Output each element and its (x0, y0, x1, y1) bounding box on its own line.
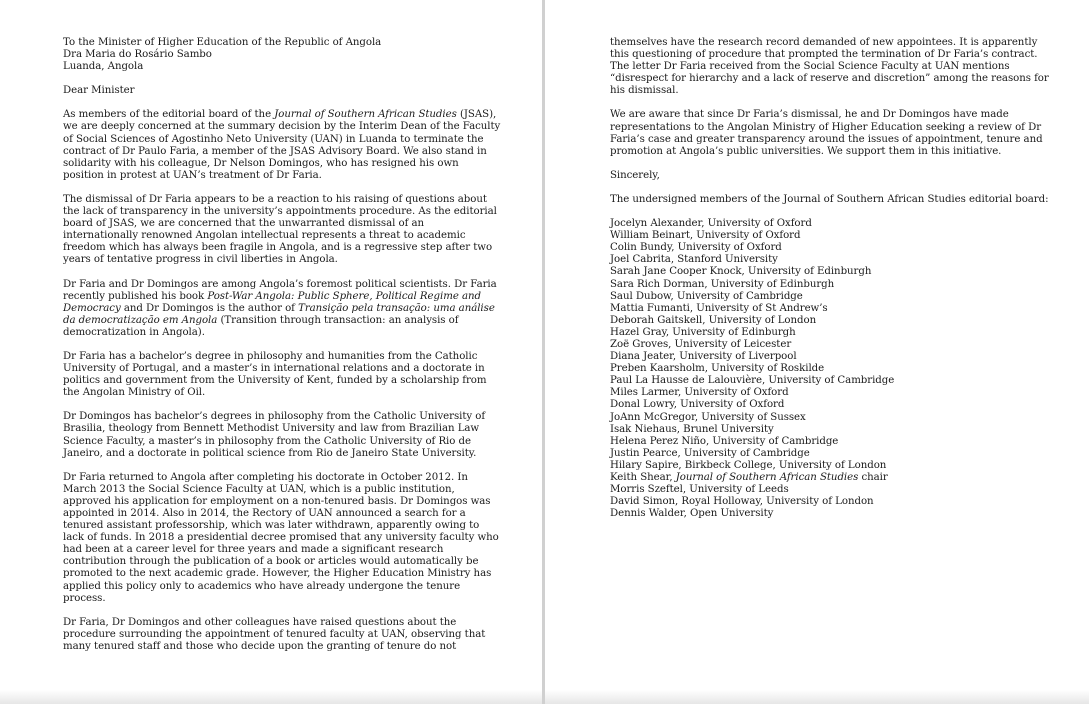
signatory: Donal Lowry, University of Oxford (610, 399, 785, 411)
signatory: JoAnn McGregor, University of Sussex (610, 411, 806, 423)
signatory: Sara Rich Dorman, University of Edinburgh (610, 278, 835, 290)
address-line: Dra Maria do Rosário Sambo (63, 49, 212, 61)
address-line: Luanda, Angola (63, 61, 144, 73)
signatory: Justin Pearce, University of Cambridge (610, 447, 810, 459)
paragraph-8: We are aware that since Dr Faria’s dismissal, he and Dr Domingos have made representations to the Angolan Ministry of Higher Education seeking a review of Dr Faria’s case and greater transparency around the issues of appointment, tenure and promotion at Angola’s public universities. We support them in this initiative. (610, 109, 1043, 157)
signatory: Diana Jeater, University of Liverpool (610, 351, 797, 363)
signatory: Colin Bundy, University of Oxford (610, 242, 782, 254)
paragraph-7-end: themselves have the research record demanded of new appointees. It is apparently this questioning of procedure that prompted the termination of Dr Faria’s contract. The letter Dr Faria received from the Social Science Faculty at UAN mentions “disrespect for hierarchy and a lack of reserve and discretion” among the reasons for his dismissal. (610, 37, 1049, 97)
address-line: To the Minister of Higher Education of the Republic of Angola (63, 37, 382, 48)
signatory: Zoë Groves, University of Leicester (610, 338, 792, 350)
journal-title: Journal of Southern African Studies (274, 109, 457, 121)
recipient-address (63, 37, 502, 73)
signatory: Preben Kaarsholm, University of Roskilde (610, 363, 825, 375)
signatory: Paul La Hausse de Lalouvière, University of Cambridge (610, 375, 895, 387)
signatory: Mattia Fumanti, University of St Andrew’s (610, 302, 828, 314)
signatory: William Beinart, University of Oxford (610, 230, 801, 242)
signatory: Jocelyn Alexander, University of Oxford (610, 218, 812, 230)
paragraph-5: Dr Domingos has bachelor’s degrees in philosophy from the Catholic University of Brasilia, theology from Bennett Methodist University and law from Brazilian Law Science Faculty, a master’s in philosophy from the Catholic University of Rio de Janeiro, and a doctorate in political science from Rio de Janeiro State University. (63, 411, 486, 459)
signatory: Saul Dubow, University of Cambridge (610, 290, 803, 302)
letter-page-left (0, 0, 542, 704)
book-title-faria: Post-War Angola: Public Sphere, Political Regime and Democracy (63, 290, 481, 314)
journal-title: Journal of Southern African Studies (675, 472, 859, 483)
signatory-list (610, 218, 1049, 520)
signatory: Sarah Jane Cooper Knock, University of Edinburgh (610, 266, 872, 278)
signatory: Deborah Gaitskell, University of London (610, 314, 817, 326)
page-bottom-shadow (545, 690, 1089, 704)
signatory: Isak Niehaus, Brunel University (610, 423, 774, 435)
signatory: Joel Cabrita, Stanford University (610, 254, 778, 266)
paragraph-1: As members of the editorial board of the Journal of Southern African Studies (JSAS), we are deeply concerned at the summary decision by the Interim Dean of the Faculty of Social Sciences of Agostinho Neto University (UAN) in Luanda to terminate the contract of Dr Paulo Faria, a member of the JSAS Advisory Board. We also stand in solidarity with his colleague, Dr Nelson Domingos, who has resigned his own position in protest at UAN’s treatment of Dr Faria. (63, 109, 501, 181)
book-title-domingos: Transição pela transação: uma análise da democratização em Angola (63, 302, 495, 326)
paragraph-6: Dr Faria returned to Angola after completing his doctorate in October 2012. In March 2013 the Social Science Faculty at UAN, which is a public institution, approved his application for employment on a non-tenured basis. Dr Domingos was appointed in 2014. Also in 2014, the Rectory of UAN announced a search for a tenured assistant professorship, which was later withdrawn, apparently owing to lack of funds. In 2018 a presidential decree promised that any university faculty who had been at a career level for three years and made a significant research contribution through the publication of a book or articles would automatically be promoted to the next academic grade. However, the Higher Education Ministry has applied this policy only to academics who have already undergone the tenure process. (63, 471, 499, 604)
signatory: Hilary Sapire, Birkbeck College, University of London (610, 459, 887, 471)
paragraph-2: The dismissal of Dr Faria appears to be a reaction to his raising of questions about the lack of transparency in the university’s appointments procedure. As the editorial board of JSAS, we are concerned that the unwarranted dismissal of an internationally renowned Angolan intellectual represents a threat to academic freedom which has always been fragile in Angola, and is a regressive step after two years of tentative progress in civil liberties in Angola. (63, 193, 497, 266)
signatory: David Simon, Royal Holloway, University of London (610, 496, 874, 508)
paragraph-7-start: Dr Faria, Dr Domingos and other colleagues have raised questions about the procedure surrounding the appointment of tenured faculty at UAN, observing that many tenured staff and those who decide upon the granting of tenure do not (63, 616, 486, 652)
signatories-intro: The undersigned members of the Journal of Southern African Studies editorial board: (610, 193, 1049, 205)
signatory: Dennis Walder, Open University (610, 508, 774, 520)
signatory: Hazel Gray, University of Edinburgh (610, 326, 796, 338)
signatory: Miles Larmer, University of Oxford (610, 387, 789, 399)
letter-page-right (545, 0, 1089, 704)
paragraph-4: Dr Faria has a bachelor’s degree in philosophy and humanities from the Catholic University of Portugal, and a master’s in international relations and a doctorate in politics and government from the University of Kent, funded by a scholarship from the Angolan Ministry of Oil. (63, 350, 487, 399)
paragraph-3: Dr Faria and Dr Domingos are among Angola’s foremost political scientists. Dr Faria recently published his book Post-War Angola: Public Sphere, Political Regime and Democracy and Dr Domingos is the author of Transição pela transação: uma análise da democratização em Angola (Transition through transaction: an analysis of democratization in Angola). (63, 278, 497, 338)
signatory: Morris Szeftel, University of Leeds (610, 484, 789, 496)
signatory-chair: Keith Shear, Journal of Southern African Studies chair (610, 472, 888, 483)
closing: Sincerely, (610, 169, 660, 181)
signatory: Helena Perez Niño, University of Cambridge (610, 435, 839, 447)
page-bottom-shadow (0, 690, 542, 704)
salutation: Dear Minister (63, 85, 135, 97)
